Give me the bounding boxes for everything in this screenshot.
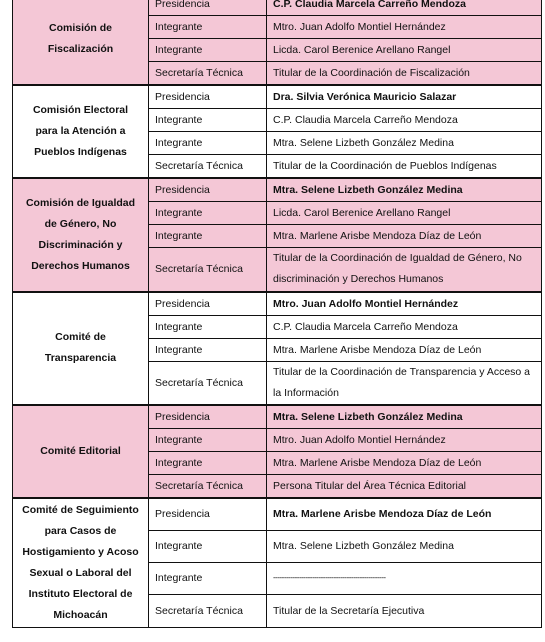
role-cell: Integrante (149, 16, 267, 39)
table-row (13, 405, 542, 429)
member-cell: Mtra. Selene Lizbeth González Medina (267, 178, 542, 202)
table-row (13, 0, 542, 16)
role-cell: Integrante (149, 562, 267, 594)
member-cell: Mtro. Juan Adolfo Montiel Hernández (267, 429, 542, 452)
committee-name: Comité de Transparencia (13, 292, 149, 406)
role-cell: Integrante (149, 39, 267, 62)
role-cell: Presidencia (149, 0, 267, 16)
role-cell: Integrante (149, 109, 267, 132)
member-cell: Persona Titular del Área Técnica Editorial (267, 475, 542, 499)
role-cell: Presidencia (149, 85, 267, 109)
role-cell: Presidencia (149, 498, 267, 530)
role-cell: Integrante (149, 202, 267, 225)
role-cell: Secretaría Técnica (149, 155, 267, 179)
table-row (13, 292, 542, 316)
member-cell: Titular de la Coordinación de Transparencia y Acceso a la Información (267, 361, 542, 405)
role-cell: Presidencia (149, 292, 267, 316)
role-cell: Secretaría Técnica (149, 248, 267, 292)
committees-table (12, 0, 542, 628)
committee-name: Comité Editorial (13, 405, 149, 498)
role-cell: Integrante (149, 429, 267, 452)
member-cell: Mtro. Juan Adolfo Montiel Hernández (267, 16, 542, 39)
member-cell: C.P. Claudia Marcela Carreño Mendoza (267, 0, 542, 16)
role-cell: Secretaría Técnica (149, 361, 267, 405)
member-cell: Mtra. Marlene Arisbe Mendoza Díaz de León (267, 225, 542, 248)
role-cell: Integrante (149, 452, 267, 475)
committee-name: Comisión Electoral para la Atención a Pueblos Indígenas (13, 85, 149, 178)
member-cell: Mtra. Selene Lizbeth González Medina (267, 530, 542, 562)
member-cell: Titular de la Secretaría Ejecutiva (267, 594, 542, 627)
member-cell: C.P. Claudia Marcela Carreño Mendoza (267, 109, 542, 132)
role-cell: Integrante (149, 315, 267, 338)
table-row (13, 85, 542, 109)
committee-name: Comisión de Fiscalización (13, 0, 149, 85)
member-cell: Licda. Carol Berenice Arellano Rangel (267, 39, 542, 62)
member-cell: Licda. Carol Berenice Arellano Rangel (267, 202, 542, 225)
role-cell: Integrante (149, 338, 267, 361)
member-cell: Titular de la Coordinación de Igualdad de Género, No discriminación y Derechos Humanos (267, 248, 542, 292)
role-cell: Secretaría Técnica (149, 475, 267, 499)
member-cell: Mtra. Selene Lizbeth González Medina (267, 405, 542, 429)
member-cell: ---------------------------------------------------- (267, 562, 542, 594)
member-cell: Mtra. Marlene Arisbe Mendoza Díaz de León (267, 498, 542, 530)
member-cell: Titular de la Coordinación de Fiscalización (267, 62, 542, 86)
role-cell: Presidencia (149, 178, 267, 202)
role-cell: Integrante (149, 530, 267, 562)
member-cell: Dra. Silvia Verónica Mauricio Salazar (267, 85, 542, 109)
committee-name: Comisión de Igualdad de Género, No Discriminación y Derechos Humanos (13, 178, 149, 292)
role-cell: Secretaría Técnica (149, 62, 267, 86)
table-row (13, 178, 542, 202)
committee-name: Comité de Seguimiento para Casos de Hostigamiento y Acoso Sexual o Laboral del Instituto Electoral de Michoacán (13, 498, 149, 627)
role-cell: Secretaría Técnica (149, 594, 267, 627)
member-cell: Titular de la Coordinación de Pueblos Indígenas (267, 155, 542, 179)
member-cell: Mtra. Marlene Arisbe Mendoza Díaz de León (267, 338, 542, 361)
member-cell: Mtra. Marlene Arisbe Mendoza Díaz de León (267, 452, 542, 475)
role-cell: Presidencia (149, 405, 267, 429)
role-cell: Integrante (149, 132, 267, 155)
member-cell: Mtra. Selene Lizbeth González Medina (267, 132, 542, 155)
role-cell: Integrante (149, 225, 267, 248)
member-cell: C.P. Claudia Marcela Carreño Mendoza (267, 315, 542, 338)
table-row (13, 498, 542, 530)
member-cell: Mtro. Juan Adolfo Montiel Hernández (267, 292, 542, 316)
